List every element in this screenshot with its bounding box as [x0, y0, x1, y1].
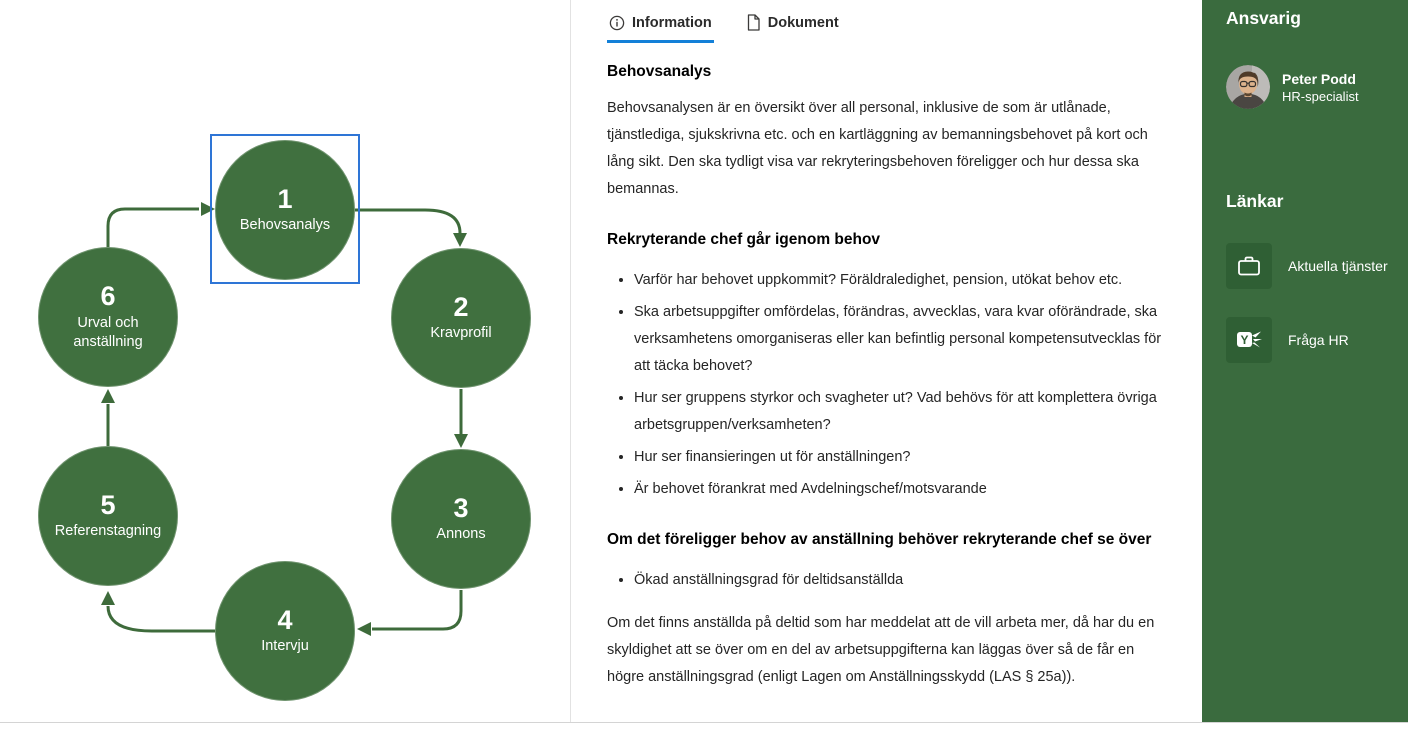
- tab-label: Information: [632, 15, 712, 31]
- step-label: Intervju: [261, 638, 309, 655]
- step-label: Annons: [436, 526, 486, 543]
- bullet-list-2: [607, 567, 1172, 594]
- list-item: • Ökad anställningsgrad för deltidsanställda: [634, 567, 1172, 594]
- tab-bar: [607, 10, 1172, 43]
- link-fraga-hr[interactable]: [1226, 317, 1394, 363]
- tab-label: Dokument: [767, 14, 839, 31]
- list-item: • Varför har behovet uppkommit? Föräldraledighet, pension, utökat behov etc.: [634, 267, 1172, 294]
- list-item: • Ska arbetsuppgifter omfördelas, förändras, avvecklas, vara kvar oförändrade, ska verksamhetens omorganiseras eller kan befintlig personal kompetensutvecklas för att täcka behovet?: [634, 299, 1172, 380]
- svg-text:Y: Y: [1240, 332, 1249, 347]
- step-number: 3: [453, 492, 469, 523]
- avatar: [1226, 65, 1270, 109]
- tab-dokument[interactable]: [744, 10, 841, 43]
- step-number: 2: [453, 291, 469, 322]
- intro-paragraph: Behovsanalysen är en översikt över all personal, inklusive de som är utlånade, tjänstlediga, sjukskrivna etc. och en kartläggning av bemanningsbehovet på kort och lång sikt. Den ska tydligt visa var rekryteringsbehoven föreligger och hur dessa ska bemannas.: [607, 100, 1148, 197]
- section-heading-1: Rekryterande chef går igenom behov: [607, 231, 881, 248]
- step-label: Urval och anställning: [73, 315, 143, 350]
- list-item: • Hur ser finansieringen ut för anställningen?: [634, 444, 1172, 471]
- step-number: 5: [100, 489, 116, 520]
- step-circle-urval-och-anstallning[interactable]: [38, 247, 178, 387]
- person-info: [1282, 70, 1359, 105]
- right-sidebar: [1202, 0, 1408, 722]
- responsible-person-card[interactable]: [1226, 65, 1394, 109]
- section-bottom-divider: [0, 722, 1408, 723]
- outro-paragraph: Om det finns anställda på deltid som har meddelat att de vill arbeta mer, då har du en skyldighet att se över om en del av arbetsuppgifterna kan läggas över så de får en högre anställningsgrad (enligt Lagen om Anställningsskydd (LAS § 25a)).: [607, 615, 1155, 685]
- page-title: Behovsanalys: [607, 63, 712, 80]
- link-label: Fråga HR: [1288, 332, 1349, 348]
- list-item: • Är behovet förankrat med Avdelningschef/motsvarande: [634, 476, 1172, 503]
- link-label: Aktuella tjänster: [1288, 258, 1388, 274]
- bullet-list-1: [607, 267, 1172, 503]
- step-circle-kravprofil[interactable]: [391, 248, 531, 388]
- person-name: Peter Podd: [1282, 70, 1356, 87]
- info-icon: [609, 15, 625, 31]
- step-label: Referenstagning: [54, 523, 162, 540]
- responsible-heading: Ansvarig: [1226, 8, 1301, 28]
- briefcase-icon: [1226, 243, 1272, 289]
- step-number: 4: [277, 604, 293, 635]
- step-number: 6: [100, 281, 116, 312]
- links-heading: Länkar: [1226, 191, 1284, 211]
- content-panel: [571, 0, 1202, 722]
- step-circle-referenstagning[interactable]: [38, 446, 178, 586]
- step-number: 1: [277, 183, 293, 214]
- step-circle-behovsanalys[interactable]: [215, 140, 355, 280]
- document-icon: [746, 14, 761, 31]
- process-diagram-panel: [0, 0, 571, 722]
- section-heading-2: Om det föreligger behov av anställning behöver rekryterande chef se över: [607, 531, 1152, 548]
- step-label: Behovsanalys: [239, 217, 331, 234]
- list-item: • Hur ser gruppens styrkor och svagheter ut? Vad behövs för att komplettera övriga arbetsgruppen/verksamheten?: [634, 385, 1172, 439]
- step-label: Kravprofil: [430, 325, 492, 342]
- step-circle-annons[interactable]: [391, 449, 531, 589]
- link-aktuella-tjanster[interactable]: [1226, 243, 1394, 289]
- tab-information[interactable]: [607, 11, 714, 43]
- step-circle-intervju[interactable]: [215, 561, 355, 701]
- yammer-icon: [1226, 317, 1272, 363]
- person-title: HR-specialist: [1282, 88, 1359, 104]
